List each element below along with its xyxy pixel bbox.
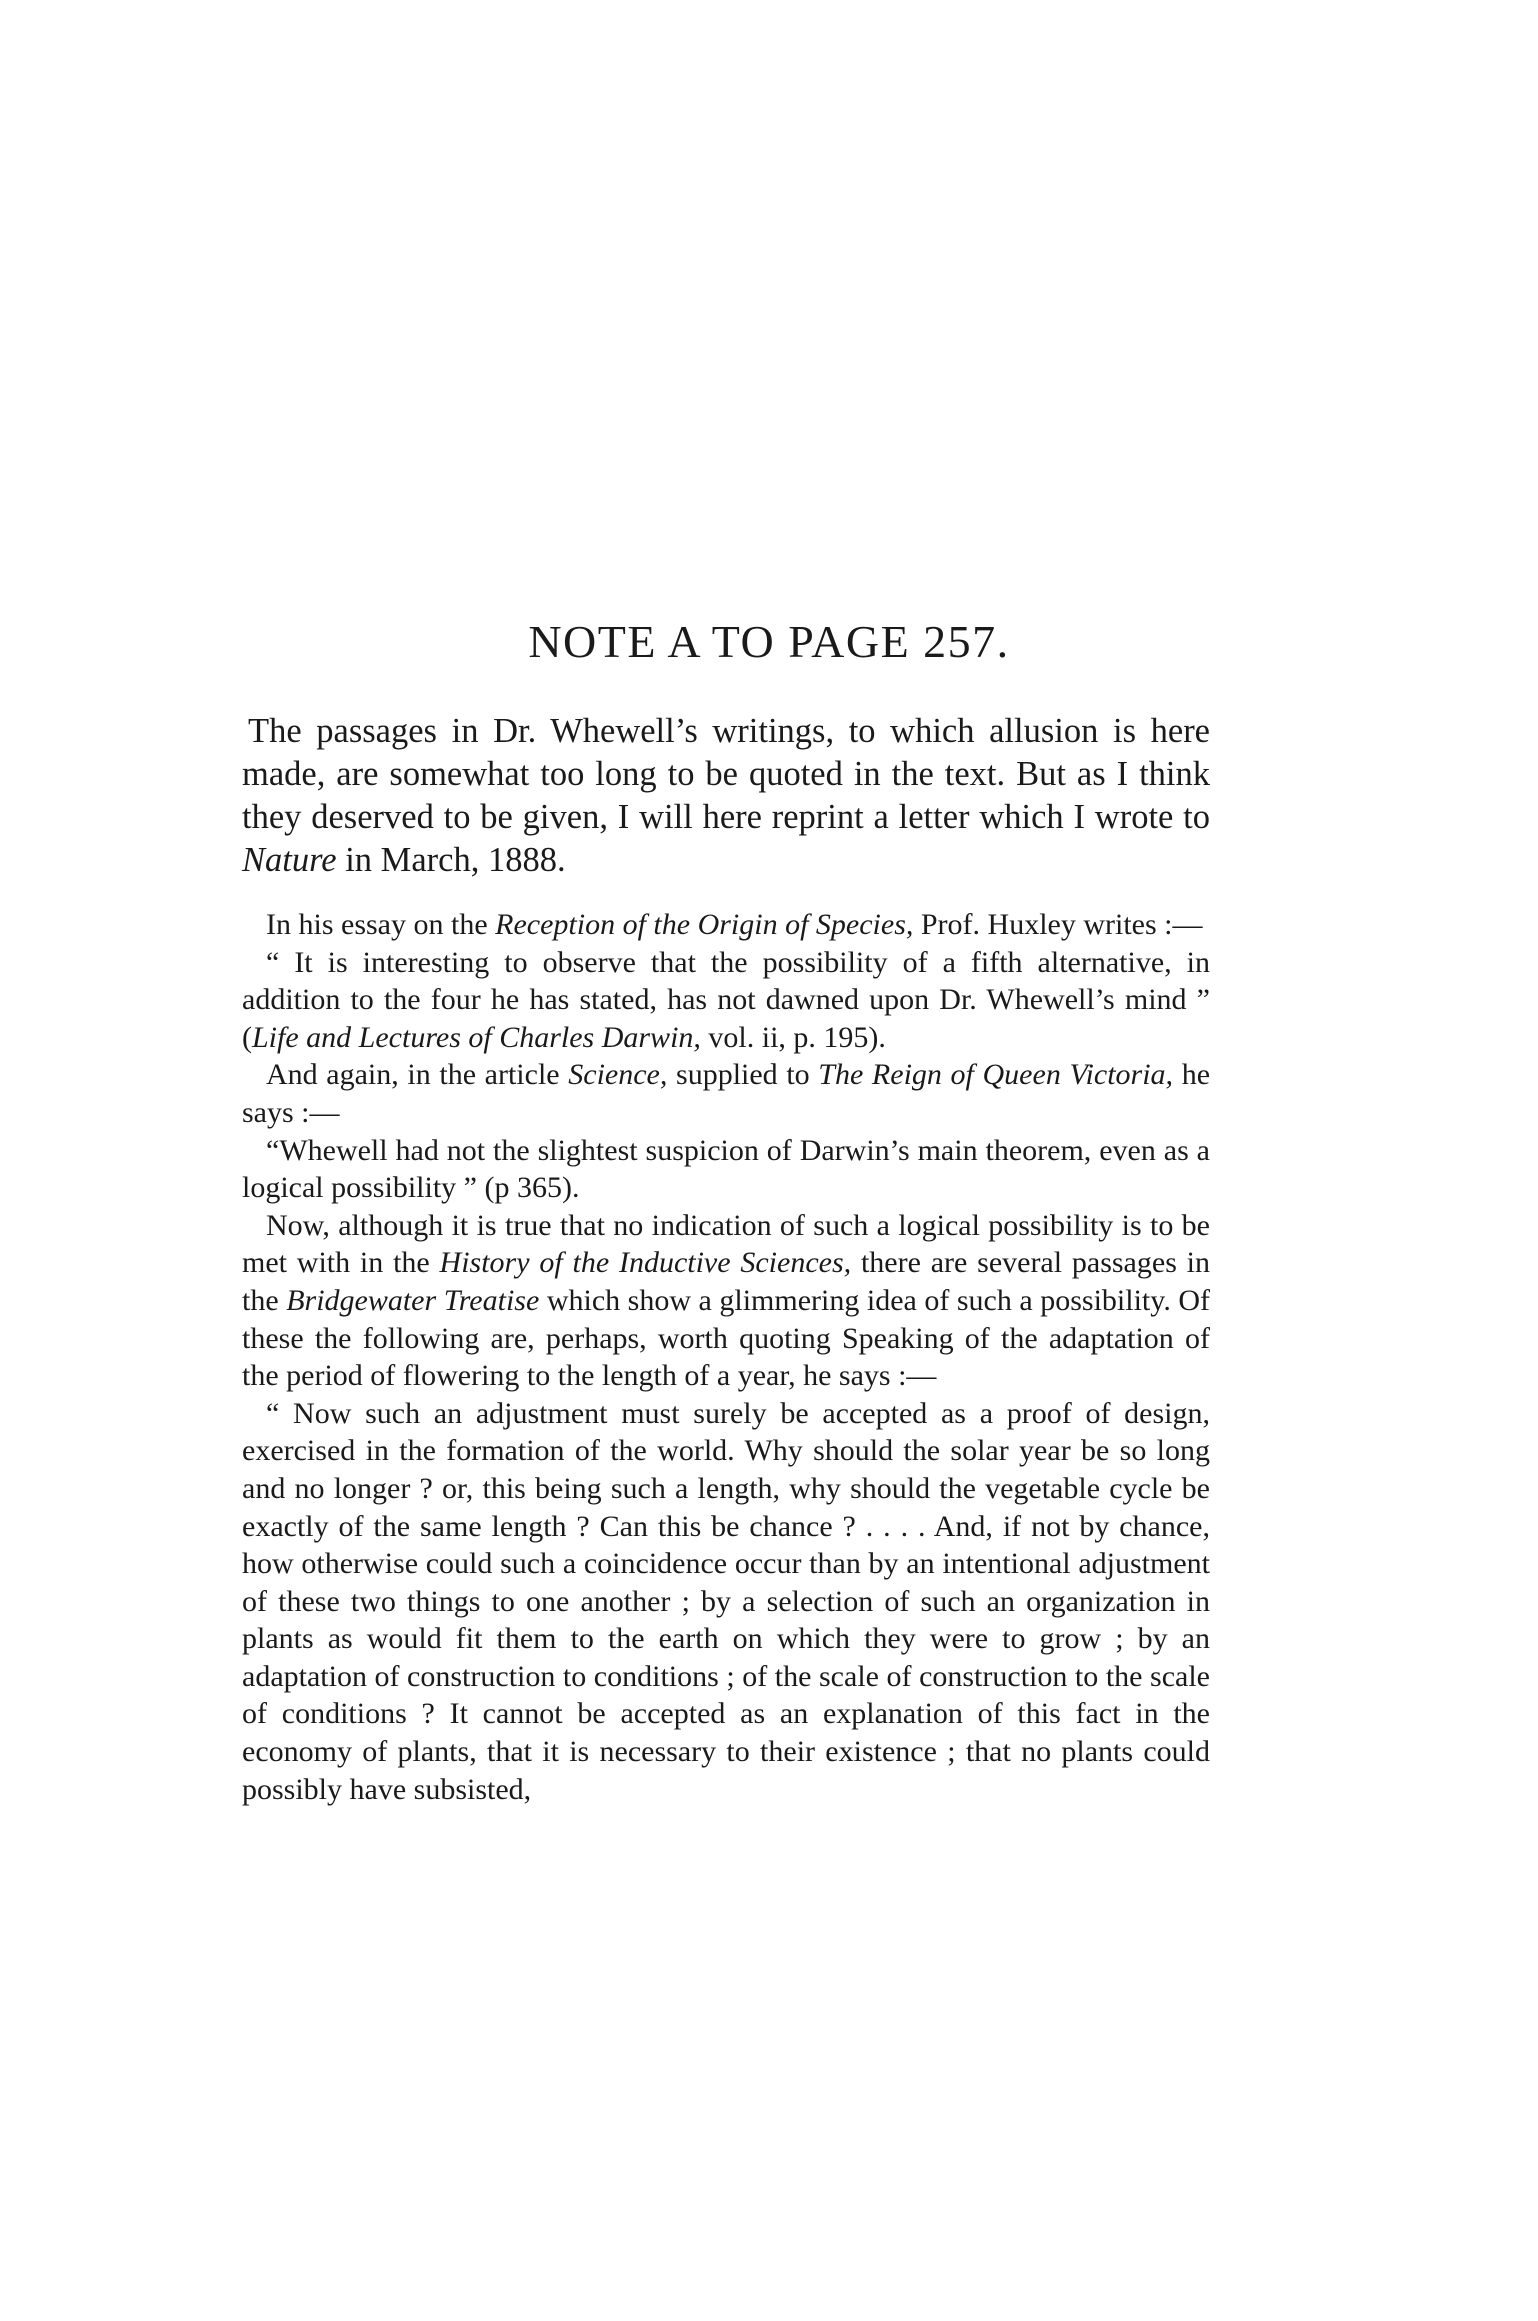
p3-text-b: supplied to: [676, 1058, 810, 1092]
intro-body: The passages in Dr. Whewell’s writings, to which allusion is here made, are somewhat too long to be quoted in the text. But as I think they deserved to be given, I will here reprint a letter which I wrote to: [242, 712, 1210, 836]
p2-text-b: vol. ii, p. 195).: [708, 1020, 886, 1054]
p3-science: Science,: [568, 1058, 668, 1092]
p5-text-b: there are several passages in the: [242, 1246, 1211, 1317]
letter-text: [242, 906, 1210, 1808]
p3-text-c: he says :—: [242, 1058, 1211, 1129]
p1-text-a: In his essay on the: [266, 908, 488, 941]
p5-text-a: Now, although it is true that no indication of such a logical possibility is to be met with in the: [242, 1208, 1210, 1280]
p5-title-2: Bridgewater Treatise: [286, 1283, 540, 1317]
p5-title-1: History of the Inductive Sciences,: [439, 1246, 852, 1280]
nature-title: Nature: [242, 841, 337, 879]
letter-para-2: [242, 944, 1210, 1057]
letter-para-5: [242, 1207, 1210, 1395]
intro-text: [242, 710, 1210, 882]
p5-text-c: which show a glimmering idea of such a possibility. Of these the following are, perhaps, worth quoting Speaking of the adaptation of the period of flowering to the length of a year, he says :—: [242, 1283, 1211, 1393]
p3-title: The Reign of Queen Victoria,: [818, 1058, 1174, 1092]
letter-para-6: “ Now such an adjustment must surely be accepted as a proof of design, exercised in the formation of the world. Why should the solar year be so long and no longer ? or, this being such a length, why should the vegetable cycle be exactly of the same length ? Can this be chance ? . . . . And, if not by chance, how otherwise could such a coincidence occur than by an intentional adjustment of these two things to one another ; by a selection of such an organization in plants as would fit them to the earth on which they were to grow ; by an adaptation of construction to conditions ; of the scale of construction to the scale of conditions ? It cannot be accepted as an explanation of this fact in the economy of plants, that it is necessary to their existence ; that no plants could possibly have subsisted,: [242, 1396, 1210, 1806]
letter-para-4: “Whewell had not the slightest suspicion of Darwin’s main theorem, even as a logical possibility ” (p 365).: [242, 1133, 1210, 1205]
intro-end: in March, 1888.: [345, 841, 566, 879]
p1-text-b: Prof. Huxley writes :—: [920, 908, 1203, 941]
p2-title: Life and Lectures of Charles Darwin,: [252, 1020, 701, 1054]
note-heading: NOTE A TO PAGE 257.: [528, 616, 1010, 667]
p2-text-a: “ It is interesting to observe that the possibility of a fifth alternative, in addition to the four he has stated, has not dawned upon Dr. Whewell’s mind ” (: [242, 945, 1210, 1054]
letter-para-3: [242, 1056, 1210, 1131]
p1-title: Reception of the Origin of Species,: [495, 908, 914, 941]
letter-para-1: [242, 906, 1210, 944]
intro-paragraph: [242, 710, 1210, 882]
p3-text-a: And again, in the article: [266, 1058, 560, 1092]
